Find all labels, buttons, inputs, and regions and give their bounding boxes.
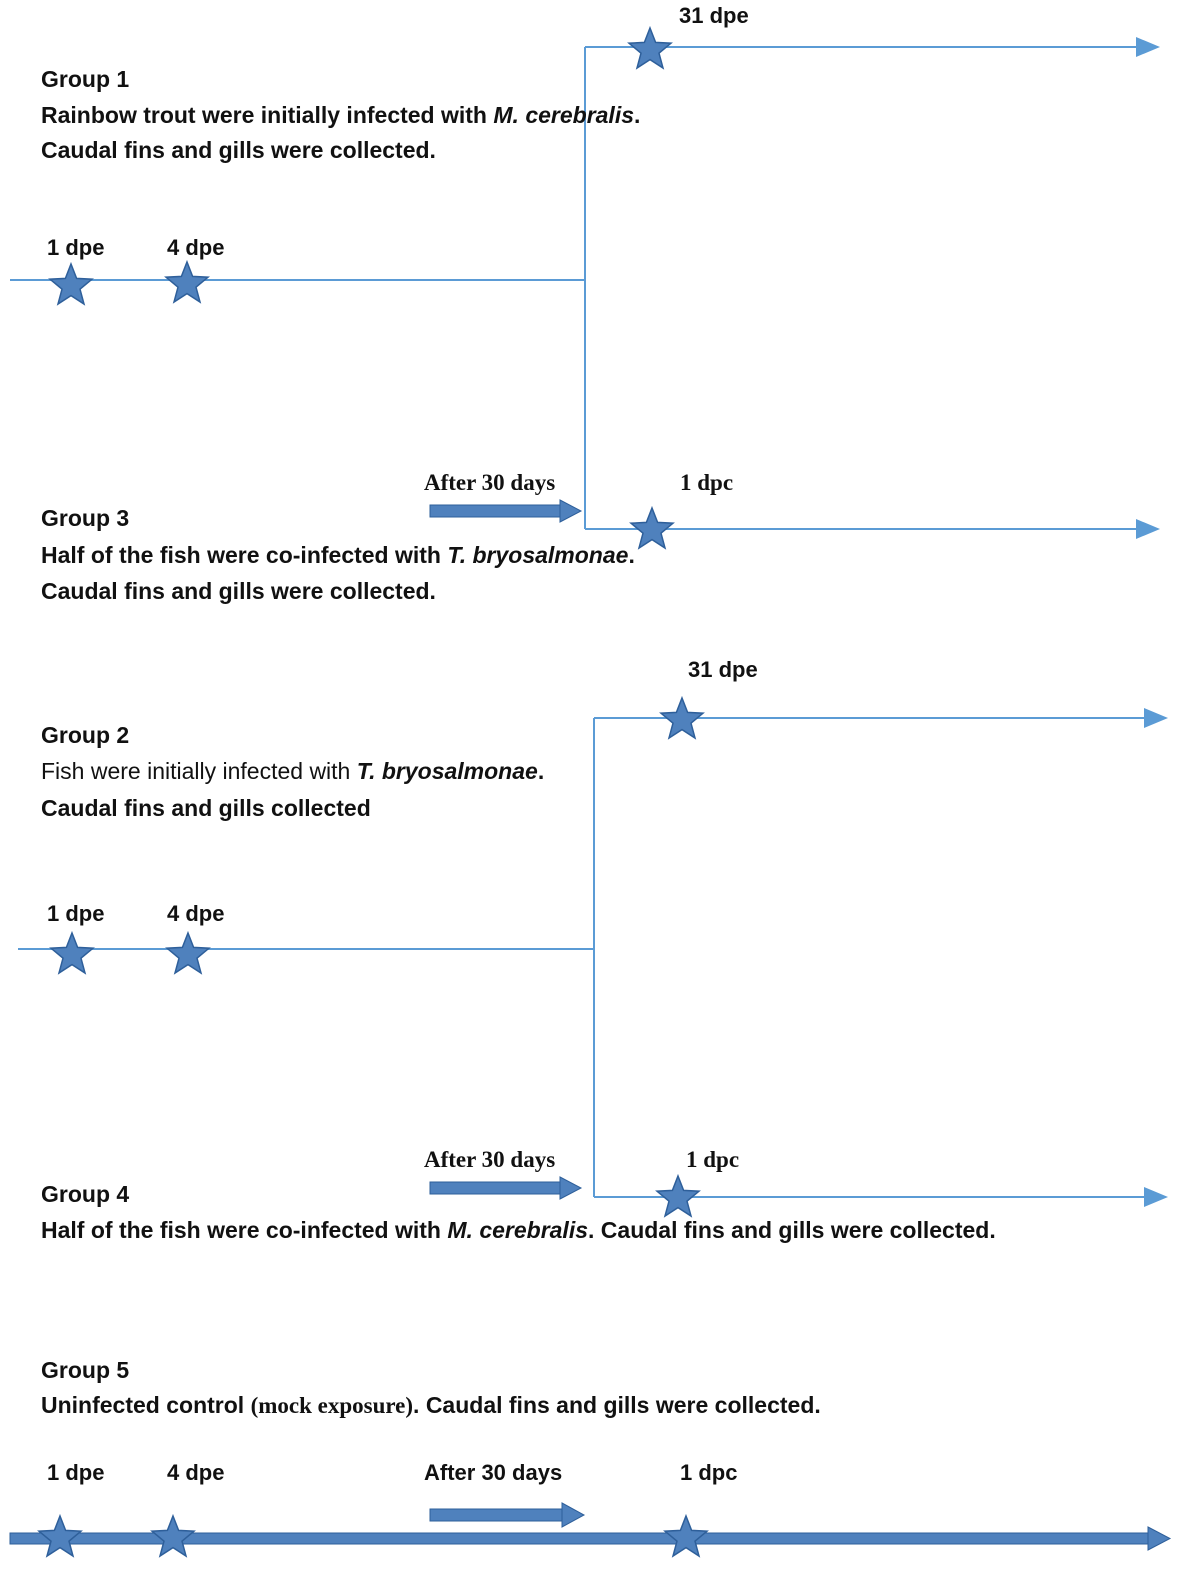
label-1dpe: 1 dpe <box>47 235 105 260</box>
arrowhead-icon <box>1136 519 1160 539</box>
star-marker-icon <box>39 1516 81 1556</box>
star-marker-icon <box>629 28 671 68</box>
group5-description <box>41 1392 821 1419</box>
group3-desc-species: T. bryosalmonae <box>447 542 629 568</box>
label-after-30-days: After 30 days <box>424 1460 563 1485</box>
star-marker-icon <box>665 1516 707 1556</box>
group3-collection-note: Caudal fins and gills were collected. <box>41 578 436 604</box>
group5-desc-end: . Caudal fins and gills were collected. <box>413 1392 821 1418</box>
group4-description <box>41 1217 996 1244</box>
group4-desc-species: M. cerebralis <box>447 1217 589 1243</box>
label-4dpe: 4 dpe <box>167 1460 225 1485</box>
group2-desc-text: Fish were initially infected with <box>41 758 357 784</box>
timeline-group5 <box>10 1503 1170 1556</box>
label-4dpe: 4 dpe <box>167 901 225 926</box>
star-marker-icon <box>166 262 208 302</box>
group2-collection-note: Caudal fins and gills collected <box>41 795 371 821</box>
after-30-days-arrow <box>430 1177 581 1199</box>
group3-description <box>41 542 635 569</box>
label-31dpe: 31 dpe <box>688 657 758 682</box>
group1-description <box>41 102 640 129</box>
group4-desc-text: Half of the fish were co-infected with <box>41 1217 448 1243</box>
arrowhead-icon <box>1144 1187 1168 1207</box>
arrowhead-icon <box>1144 708 1168 728</box>
label-4dpe: 4 dpe <box>167 235 225 260</box>
after-30-days-arrow <box>430 1503 584 1527</box>
group2-description <box>41 758 544 785</box>
star-marker-icon <box>661 698 703 738</box>
arrowhead-icon <box>1136 37 1160 57</box>
group3-desc-text: Half of the fish were co-infected with <box>41 542 448 568</box>
arrowhead-icon <box>1148 1527 1170 1550</box>
star-marker-icon <box>631 508 673 548</box>
star-marker-icon <box>657 1176 699 1216</box>
group3-desc-end: . <box>628 542 635 568</box>
group5-desc-mock: (mock exposure) <box>250 1393 414 1418</box>
group2-title: Group 2 <box>41 722 130 748</box>
group4-desc-end: . Caudal fins and gills were collected. <box>588 1217 996 1243</box>
label-1dpc: 1 dpc <box>680 470 734 495</box>
group3-title: Group 3 <box>41 505 130 531</box>
group1-title: Group 1 <box>41 66 130 92</box>
label-1dpe: 1 dpe <box>47 901 105 926</box>
group1-collection-note: Caudal fins and gills were collected. <box>41 137 436 163</box>
group1-desc-end: . <box>634 102 641 128</box>
label-1dpc: 1 dpc <box>686 1147 740 1172</box>
label-after-30-days: After 30 days <box>424 470 556 495</box>
star-marker-icon <box>167 933 209 973</box>
label-31dpe: 31 dpe <box>679 3 749 28</box>
label-1dpe: 1 dpe <box>47 1460 105 1485</box>
group5-desc-text: Uninfected control <box>41 1392 251 1418</box>
group2-desc-end: . <box>537 758 545 784</box>
star-marker-icon <box>50 264 92 304</box>
group1-desc-species: M. cerebralis <box>493 102 635 128</box>
label-after-30-days: After 30 days <box>424 1147 556 1172</box>
after-30-days-arrow <box>430 500 581 522</box>
star-marker-icon <box>51 933 93 973</box>
star-marker-icon <box>152 1516 194 1556</box>
group1-desc-text: Rainbow trout were initially infected with <box>41 102 494 128</box>
label-1dpc: 1 dpc <box>680 1460 738 1485</box>
group2-desc-species: T. bryosalmonae <box>356 758 538 784</box>
group4-title: Group 4 <box>41 1181 130 1207</box>
group5-title: Group 5 <box>41 1357 130 1383</box>
